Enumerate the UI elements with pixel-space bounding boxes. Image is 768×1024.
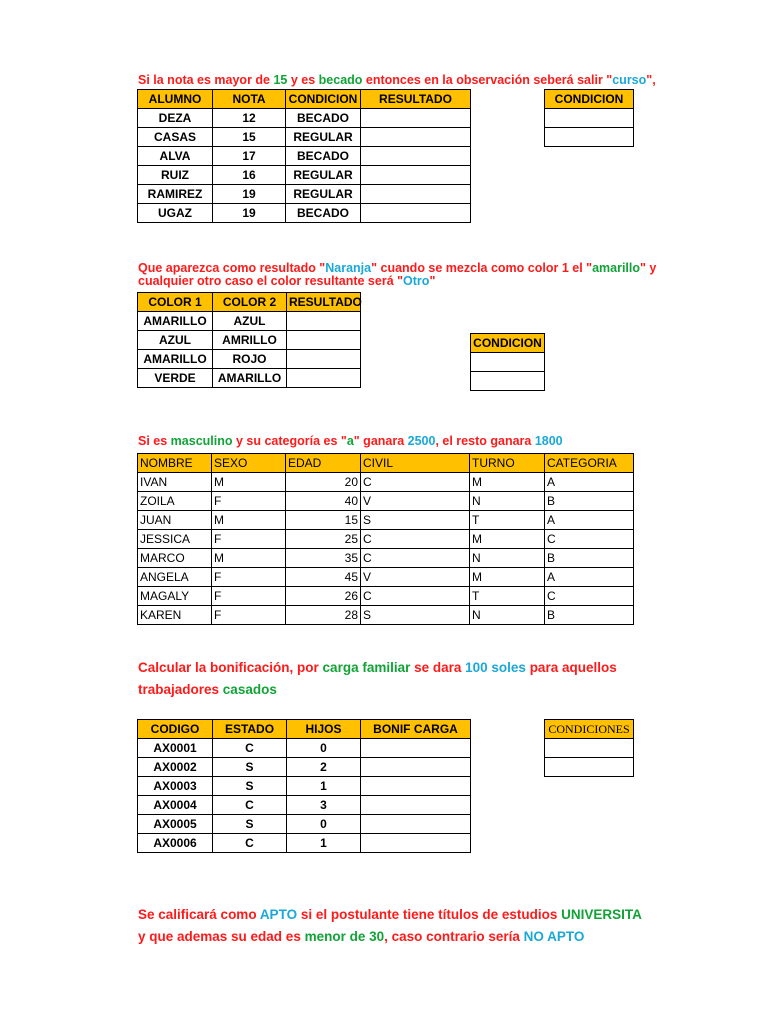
- table-row: [138, 109, 471, 128]
- instruction-text: [138, 904, 642, 948]
- table-cell: S: [361, 511, 470, 530]
- table-header-row: [138, 293, 361, 312]
- table-cell: B: [545, 492, 634, 511]
- condition-header: CONDICION: [471, 334, 545, 353]
- instruction-fragment: se dara: [410, 660, 466, 675]
- table-cell: KAREN: [138, 606, 212, 625]
- table-row: [138, 568, 634, 587]
- table-cell: C: [361, 530, 470, 549]
- instruction-fragment: 1800: [534, 434, 563, 448]
- table-cell: AMARILLO: [138, 350, 213, 369]
- table-cell: IVAN: [138, 473, 212, 492]
- table-cell: MAGALY: [138, 587, 212, 606]
- instruction-fragment: a: [346, 434, 354, 448]
- instruction-fragment: curso: [612, 73, 647, 87]
- input-cell[interactable]: [361, 777, 471, 796]
- instruction-fragment: 2500: [407, 434, 436, 448]
- table-header-row: [138, 90, 471, 109]
- instruction-fragment: 100 soles: [465, 660, 526, 675]
- table-header-row: [138, 454, 634, 473]
- table-cell: S: [361, 606, 470, 625]
- table-cell: 20: [286, 473, 361, 492]
- input-cell[interactable]: [361, 166, 471, 185]
- instruction-line: [138, 926, 634, 948]
- table-cell: B: [545, 549, 634, 568]
- table-cell: JUAN: [138, 511, 212, 530]
- table-cell: AX0002: [138, 758, 213, 777]
- table-row: [138, 511, 634, 530]
- table-cell: 0: [287, 815, 361, 834]
- table-cell: 1: [287, 834, 361, 853]
- table-cell: VERDE: [138, 369, 213, 388]
- condition-cell[interactable]: [545, 739, 634, 758]
- table-header-row: [138, 720, 471, 739]
- table-cell: N: [470, 549, 545, 568]
- table-cell: 2: [287, 758, 361, 777]
- instruction-text: [138, 261, 657, 288]
- table-cell: AZUL: [138, 331, 213, 350]
- condition-cell[interactable]: [545, 128, 634, 147]
- table-cell: BECADO: [286, 109, 361, 128]
- table-cell: 45: [286, 568, 361, 587]
- instruction-fragment: cualquier otro caso el color resultante será ": [138, 274, 404, 288]
- instruction-fragment: entonces en la observación seberá salir: [362, 73, 607, 87]
- table-cell: 15: [213, 128, 286, 147]
- column-header: CODIGO: [138, 720, 213, 739]
- input-cell[interactable]: [361, 815, 471, 834]
- instruction-fragment: Calcular la bonificación, por: [138, 660, 323, 675]
- instruction-fragment: " cuando se mezcla como color 1 el ": [371, 261, 593, 275]
- instruction-fragment: ": [606, 73, 613, 87]
- condition-table: [544, 89, 634, 147]
- table-cell: 40: [286, 492, 361, 511]
- table-cell: F: [212, 492, 286, 511]
- condition-header: CONDICION: [545, 90, 634, 109]
- table-row: [138, 815, 471, 834]
- table-cell: M: [212, 549, 286, 568]
- table-row: [138, 369, 361, 388]
- table-cell: C: [361, 473, 470, 492]
- table-cell: 26: [286, 587, 361, 606]
- condition-cell[interactable]: [471, 372, 545, 391]
- instruction-fragment: para aquellos: [525, 660, 617, 675]
- instruction-line: [138, 657, 634, 679]
- instruction-line: [138, 275, 634, 288]
- instruction-fragment: " y: [640, 261, 657, 275]
- table-cell: F: [212, 530, 286, 549]
- instruction-fragment: Naranja: [325, 261, 372, 275]
- table-cell: BECADO: [286, 147, 361, 166]
- table-cell: 15: [286, 511, 361, 530]
- table-cell: V: [361, 492, 470, 511]
- table-cell: BECADO: [286, 204, 361, 223]
- table-row: [138, 128, 471, 147]
- table-cell: 1: [287, 777, 361, 796]
- column-header: RESULTADO: [361, 90, 471, 109]
- table-cell: 35: [286, 549, 361, 568]
- instruction-fragment: , el resto ganara: [435, 434, 535, 448]
- table-cell: AX0004: [138, 796, 213, 815]
- table-cell: DEZA: [138, 109, 213, 128]
- input-cell[interactable]: [361, 128, 471, 147]
- instruction-line: [138, 904, 642, 926]
- table-cell: RUIZ: [138, 166, 213, 185]
- table-cell: 16: [213, 166, 286, 185]
- table-cell: S: [213, 777, 287, 796]
- instruction-fragment: NO APTO: [523, 929, 585, 944]
- condition-table: [470, 333, 545, 391]
- table-cell: C: [361, 549, 470, 568]
- input-cell[interactable]: [287, 312, 361, 331]
- table-cell: AX0001: [138, 739, 213, 758]
- table-cell: ROJO: [213, 350, 287, 369]
- instruction-text: [138, 433, 634, 449]
- condition-cell[interactable]: [545, 758, 634, 777]
- table-cell: AZUL: [213, 312, 287, 331]
- column-header: SEXO: [212, 454, 286, 473]
- table-cell: V: [361, 568, 470, 587]
- table-cell: N: [470, 492, 545, 511]
- instruction-fragment: Si la nota es mayor de: [138, 73, 274, 87]
- table-cell: RAMIREZ: [138, 185, 213, 204]
- table-cell: AX0005: [138, 815, 213, 834]
- instruction-text: [138, 657, 634, 701]
- instruction-fragment: becado: [318, 73, 363, 87]
- table-cell: C: [545, 587, 634, 606]
- table-cell: F: [212, 587, 286, 606]
- column-header: TURNO: [470, 454, 545, 473]
- instruction-fragment: masculino: [170, 434, 233, 448]
- table-cell: B: [545, 606, 634, 625]
- column-header: CIVIL: [361, 454, 470, 473]
- input-cell[interactable]: [361, 185, 471, 204]
- column-header: NOMBRE: [138, 454, 212, 473]
- table-cell: M: [212, 511, 286, 530]
- condition-cell[interactable]: [545, 109, 634, 128]
- input-cell[interactable]: [361, 204, 471, 223]
- table-cell: CASAS: [138, 128, 213, 147]
- table-cell: AMARILLO: [213, 369, 287, 388]
- table-cell: A: [545, 568, 634, 587]
- table-cell: REGULAR: [286, 166, 361, 185]
- instruction-line: [138, 679, 634, 701]
- table-cell: A: [545, 473, 634, 492]
- instruction-fragment: y que ademas su edad es: [138, 929, 305, 944]
- table-cell: ZOILA: [138, 492, 212, 511]
- input-cell[interactable]: [287, 369, 361, 388]
- instruction-fragment: Se calificará como: [138, 907, 260, 922]
- input-cell[interactable]: [287, 331, 361, 350]
- table-cell: JESSICA: [138, 530, 212, 549]
- column-header: ESTADO: [213, 720, 287, 739]
- column-header: HIJOS: [287, 720, 361, 739]
- column-header: BONIF CARGA: [361, 720, 471, 739]
- input-cell[interactable]: [361, 109, 471, 128]
- instruction-fragment: amarillo: [592, 261, 641, 275]
- table-cell: AX0003: [138, 777, 213, 796]
- table-cell: 12: [213, 109, 286, 128]
- table-row: [138, 796, 471, 815]
- table-row: [138, 473, 634, 492]
- table-cell: 17: [213, 147, 286, 166]
- table-row: [138, 312, 361, 331]
- table-row: [138, 739, 471, 758]
- table-cell: T: [470, 511, 545, 530]
- table-cell: M: [470, 530, 545, 549]
- instruction-fragment: carga familiar: [322, 660, 411, 675]
- table-cell: 3: [287, 796, 361, 815]
- table-row: [138, 166, 471, 185]
- table-cell: ALVA: [138, 147, 213, 166]
- table-cell: MARCO: [138, 549, 212, 568]
- table-cell: M: [470, 568, 545, 587]
- instruction-fragment: trabajadores: [138, 682, 223, 697]
- instruction-fragment: y su categoría es ": [232, 434, 347, 448]
- instruction-text: [138, 72, 656, 88]
- input-cell[interactable]: [361, 758, 471, 777]
- instruction-fragment: " ganara: [353, 434, 408, 448]
- table-cell: M: [470, 473, 545, 492]
- table-cell: C: [545, 530, 634, 549]
- table-cell: AX0006: [138, 834, 213, 853]
- instruction-fragment: menor de 30: [304, 929, 385, 944]
- table-cell: UGAZ: [138, 204, 213, 223]
- bonus-table: [137, 719, 471, 853]
- instruction-fragment: Que aparezca como resultado ": [138, 261, 326, 275]
- table-cell: REGULAR: [286, 185, 361, 204]
- table-cell: C: [361, 587, 470, 606]
- table-cell: S: [213, 758, 287, 777]
- input-cell[interactable]: [361, 834, 471, 853]
- instruction-fragment: , caso contrario sería: [384, 929, 524, 944]
- instruction-fragment: Otro: [403, 274, 430, 288]
- table-row: [138, 549, 634, 568]
- instruction-fragment: UNIVERSITA: [561, 907, 642, 922]
- table-row: [138, 492, 634, 511]
- column-header: COLOR 1: [138, 293, 213, 312]
- instruction-fragment: APTO: [259, 907, 298, 922]
- instruction-fragment: ": [429, 274, 436, 288]
- table-cell: 19: [213, 185, 286, 204]
- instruction-fragment: Si es: [138, 434, 171, 448]
- column-header: CATEGORIA: [545, 454, 634, 473]
- column-header: RESULTADO: [287, 293, 361, 312]
- table-cell: AMRILLO: [213, 331, 287, 350]
- table-cell: T: [470, 587, 545, 606]
- table-cell: 19: [213, 204, 286, 223]
- table-row: [138, 147, 471, 166]
- table-row: [138, 350, 361, 369]
- table-cell: C: [213, 739, 287, 758]
- color-table: [137, 292, 361, 388]
- column-header: EDAD: [286, 454, 361, 473]
- table-row: [138, 587, 634, 606]
- input-cell[interactable]: [361, 739, 471, 758]
- instruction-fragment: y es: [287, 73, 319, 87]
- table-cell: C: [213, 834, 287, 853]
- table-row: [138, 204, 471, 223]
- table-cell: F: [212, 606, 286, 625]
- conditions-header: CONDICIONES: [545, 720, 634, 739]
- table-cell: REGULAR: [286, 128, 361, 147]
- column-header: COLOR 2: [213, 293, 287, 312]
- table-cell: AMARILLO: [138, 312, 213, 331]
- table-cell: S: [213, 815, 287, 834]
- table-cell: N: [470, 606, 545, 625]
- table-cell: 0: [287, 739, 361, 758]
- table-cell: C: [213, 796, 287, 815]
- table-row: [138, 606, 634, 625]
- table-row: [138, 185, 471, 204]
- table-cell: M: [212, 473, 286, 492]
- table-cell: 25: [286, 530, 361, 549]
- employees-table: [137, 453, 634, 625]
- table-cell: 28: [286, 606, 361, 625]
- table-row: [138, 331, 361, 350]
- instruction-fragment: 15: [273, 73, 288, 87]
- input-cell[interactable]: [287, 350, 361, 369]
- table-row: [138, 530, 634, 549]
- instruction-fragment: si el postulante tiene títulos de estudios: [297, 907, 562, 922]
- table-cell: A: [545, 511, 634, 530]
- table-row: [138, 834, 471, 853]
- instruction-fragment: casados: [222, 682, 277, 697]
- table-cell: F: [212, 568, 286, 587]
- column-header: CONDICION: [286, 90, 361, 109]
- table-cell: ANGELA: [138, 568, 212, 587]
- input-cell[interactable]: [361, 147, 471, 166]
- input-cell[interactable]: [361, 796, 471, 815]
- instruction-fragment: ",: [646, 73, 656, 87]
- condition-cell[interactable]: [471, 353, 545, 372]
- column-header: ALUMNO: [138, 90, 213, 109]
- table-row: [138, 777, 471, 796]
- table-row: [138, 758, 471, 777]
- grades-table: [137, 89, 471, 223]
- conditions-table: [544, 719, 634, 777]
- column-header: NOTA: [213, 90, 286, 109]
